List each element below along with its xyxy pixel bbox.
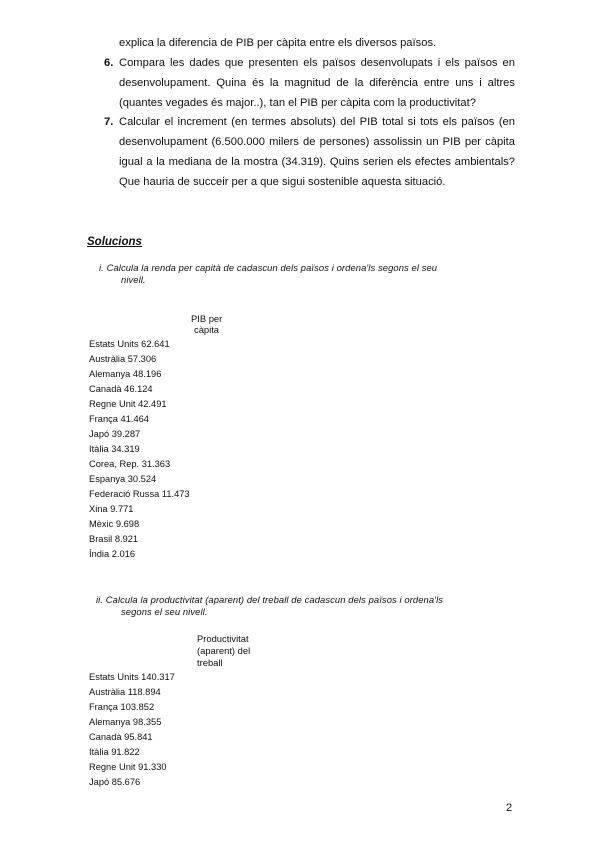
table-row: Corea, Rep. 31.363 (89, 459, 171, 469)
page-number: 2 (506, 802, 513, 814)
table-row: Itàlia 91.822 (89, 747, 140, 757)
question-7-line-1: Calcular el increment (en termes absoluts) del PIB total si tots els països (en (119, 116, 515, 128)
table-row: Itàlia 34.319 (89, 444, 140, 454)
table-row: Canadà 46.124 (89, 384, 153, 394)
table-row: Japó 85.676 (89, 777, 141, 787)
section-ii-column-header-line-1: Productivitat (197, 633, 249, 644)
question-7-line-3: igual a la mediana de la mostra (34.319). Quins serien els efectes ambientals? (119, 156, 515, 168)
table-row: Índia 2.016 (89, 549, 136, 559)
table-row: Espanya 30.524 (89, 474, 157, 484)
table-row: Regne Unit 91.330 (89, 762, 167, 772)
question-7-number: 7. (104, 116, 114, 128)
table-row: Alemanya 48.196 (89, 369, 162, 379)
table-row: Alemanya 98.355 (89, 717, 162, 727)
table-row: França 103.852 (89, 702, 155, 712)
section-i-question-line-1: i. Calcula la renda per capità de cadascun dels països i ordena'ls segons el seu (99, 262, 438, 273)
section-ii-column-header-line-3: treball (197, 657, 223, 668)
table-row: Brasil 8.921 (89, 534, 139, 544)
intro-line-top: explica la diferencia de PIB per càpita entre els diversos països. (119, 37, 437, 49)
table-row: Canadà 95.841 (89, 732, 153, 742)
question-7-line-2: desenvolupament (6.500.000 milers de persones) assolissin un PIB per càpita (119, 136, 515, 148)
question-6-line-1: Compara les dades que presenten els països desenvolupats i els països en (119, 57, 515, 69)
table-row: Estats Units 140.317 (89, 672, 175, 682)
table-row: Xina 9.771 (89, 504, 134, 514)
table-row: Austràlia 118.894 (89, 687, 161, 697)
table-row: Japó 39.287 (89, 429, 141, 439)
section-ii-question-line-2: segons el seu nivell. (121, 606, 208, 617)
table-row: Mèxic 9.698 (89, 519, 140, 529)
table-row: França 41.464 (89, 414, 149, 424)
table-row: Estats Units 62.641 (89, 339, 170, 349)
section-ii-question-line-1: ii. Calcula la productivitat (aparent) del treball de cadascun dels països i ordena'ls (96, 594, 444, 605)
question-6-line-3: (quantes vegades és major..), tan el PIB per càpita com la productivitat? (119, 97, 476, 109)
section-i-question-line-2: nivell. (121, 274, 146, 285)
section-ii-column-header-line-2: (aparent) del (197, 645, 251, 656)
table-row: Federació Russa 11.473 (89, 489, 190, 499)
question-6-line-2: desenvolupament. Quina és la magnitud de la diferència entre uns i altres (119, 77, 515, 89)
table-row: Regne Unit 42.491 (89, 399, 167, 409)
section-i-column-header-line-1: PIB per (191, 313, 223, 324)
table-row: Austràlia 57.306 (89, 354, 157, 364)
question-6-number: 6. (104, 57, 114, 69)
section-i-column-header-line-2: càpita (194, 324, 220, 335)
question-7-line-4: Que hauria de succeir per a que sigui sostenible aquesta situació. (119, 176, 446, 188)
solutions-heading: Solucions (87, 236, 142, 248)
